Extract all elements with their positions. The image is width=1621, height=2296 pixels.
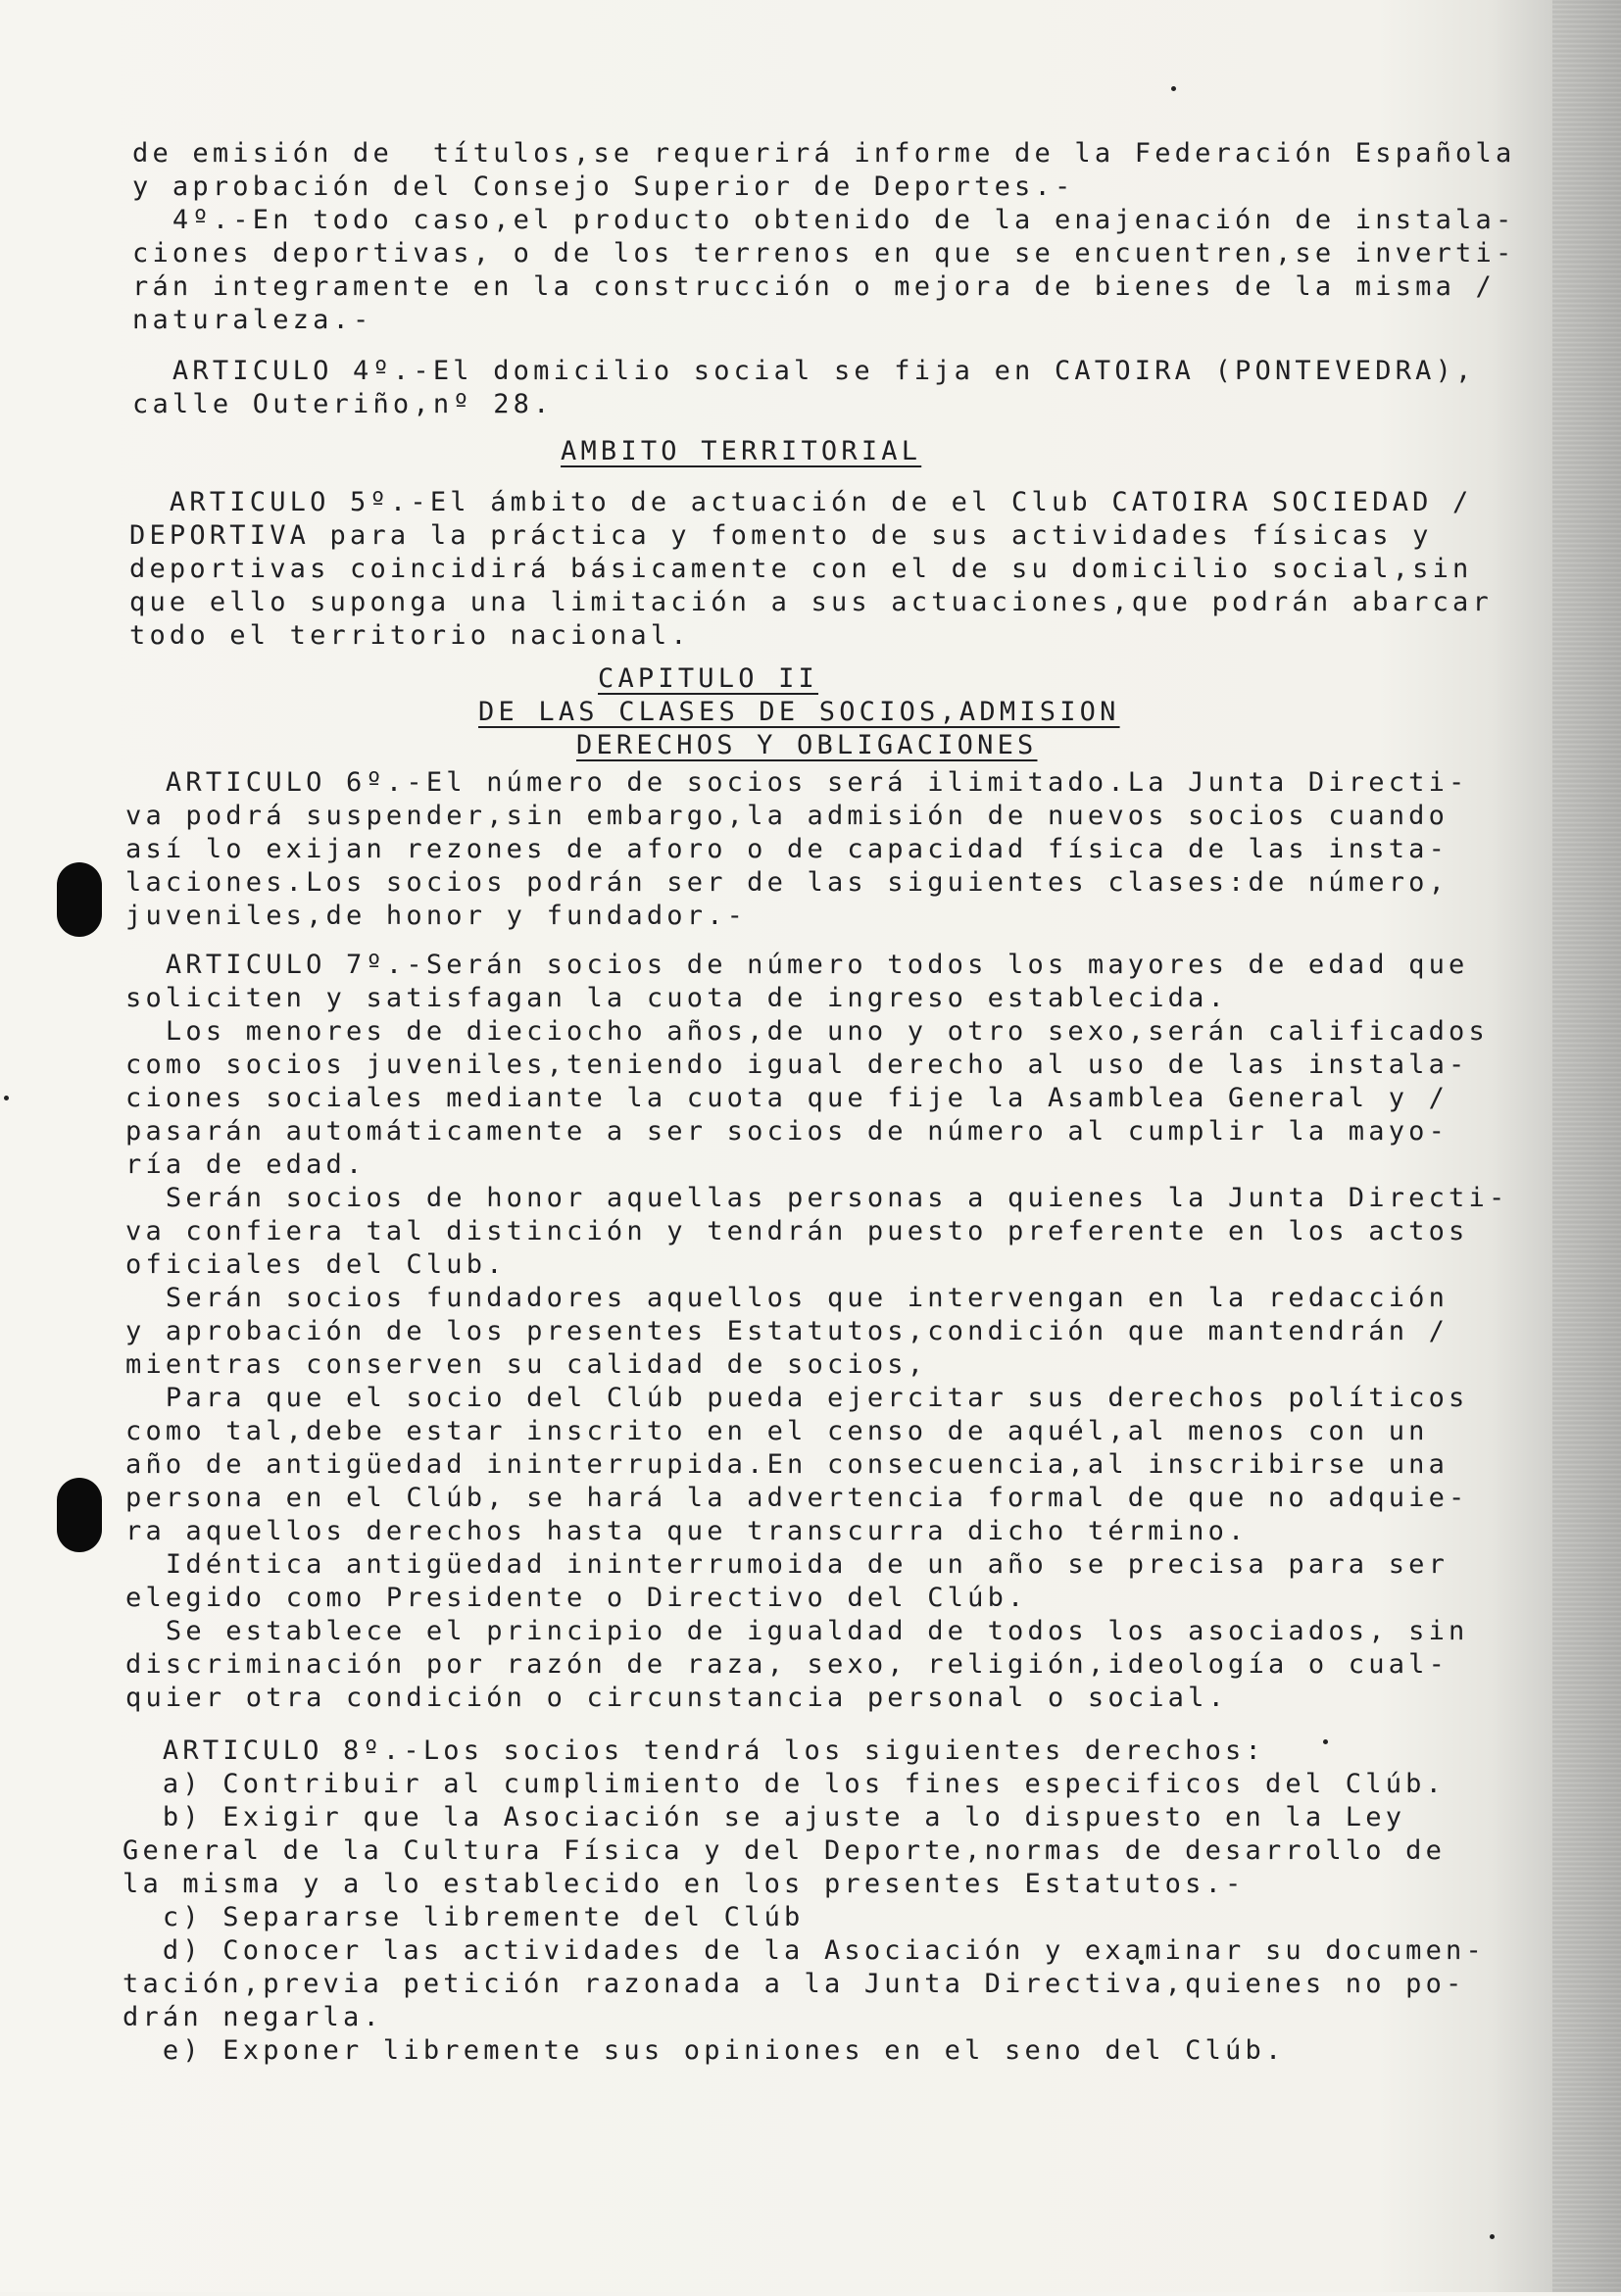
article-5-line: deportivas coincidirá básicamente con el de su domicilio social,sin — [129, 554, 1473, 584]
article-8-line: d) Conocer las actividades de la Asociación y examinar su documen- — [123, 1935, 1486, 1966]
text-line: ciones deportivas, o de los terrenos en que se encuentren,se inverti- — [132, 238, 1516, 269]
text-line: rán integramente en la construcción o mejora de bienes de la misma / — [132, 271, 1496, 302]
article-7-line: pasarán automáticamente a ser socios de número al cumplir la mayo- — [125, 1116, 1449, 1147]
article-7-line: ra aquellos derechos hasta que transcurra dicho término. — [125, 1516, 1249, 1546]
text-line: y aprobación del Consejo Superior de Deportes.- — [132, 171, 1075, 202]
article-4-line: calle Outeriño,nº 28. — [132, 389, 554, 419]
chapter-heading: CAPITULO II — [598, 663, 819, 694]
article-7-line: elegido como Presidente o Directivo del Clúb. — [125, 1583, 1028, 1613]
article-7-line: ARTICULO 7º.-Serán socios de número todos los mayores de edad que — [125, 950, 1469, 980]
article-8-line: b) Exigir que la Asociación se ajuste a lo dispuesto en la Ley — [123, 1802, 1406, 1832]
article-7-line: soliciten y satisfagan la cuota de ingreso establecida. — [125, 983, 1229, 1013]
article-7-line: va confiera tal distinción y tendrán puesto preferente en los actos — [125, 1216, 1469, 1246]
article-5-line: todo el territorio nacional. — [129, 620, 691, 651]
article-7-line: Serán socios fundadores aquellos que intervengan en la redacción — [125, 1283, 1449, 1313]
article-7-line: ciones sociales mediante la cuota que fije la Asamblea General y / — [125, 1083, 1449, 1113]
article-7-line: como tal,debe estar inscrito en el censo de aquél,al menos con un — [125, 1416, 1429, 1446]
article-7-line: mientras conserven su calidad de socios, — [125, 1349, 928, 1380]
article-7-line: Se establece el principio de igualdad de todos los asociados, sin — [125, 1616, 1469, 1646]
article-7-line: discriminación por razón de raza, sexo, religión,ideología o cual- — [125, 1649, 1449, 1680]
article-6-line: ARTICULO 6º.-El número de socios será ilimitado.La Junta Directi- — [125, 767, 1469, 798]
article-6-line: juveniles,de honor y fundador.- — [125, 901, 748, 931]
article-8-line: tación,previa petición razonada a la Junta Directiva,quienes no po- — [123, 1969, 1466, 1999]
text-line: de emisión de títulos,se requerirá informe de la Federación Española — [132, 138, 1516, 169]
article-6-line: laciones.Los socios podrán ser de las siguientes clases:de número, — [125, 867, 1449, 898]
article-7-line: y aprobación de los presentes Estatutos,condición que mantendrán / — [125, 1316, 1449, 1346]
article-7-line: Serán socios de honor aquellas personas a quienes la Junta Directi- — [125, 1183, 1509, 1213]
article-5-line: que ello suponga una limitación a sus actuaciones,que podrán abarcar — [129, 587, 1493, 617]
text-line: naturaleza.- — [132, 305, 373, 335]
article-4-line: ARTICULO 4º.-El domicilio social se fija en CATOIRA (PONTEVEDRA), — [132, 356, 1476, 386]
section-heading-ambito: AMBITO TERRITORIAL — [561, 436, 922, 466]
article-7-line: ría de edad. — [125, 1149, 367, 1180]
article-8-line: General de la Cultura Física y del Deporte,normas de desarrollo de — [123, 1835, 1447, 1866]
article-5-line: DEPORTIVA para la práctica y fomento de sus actividades físicas y — [129, 520, 1433, 551]
article-5-line: ARTICULO 5º.-El ámbito de actuación de el Club CATOIRA SOCIEDAD / — [129, 487, 1473, 517]
article-8-line: drán negarla. — [123, 2002, 383, 2032]
article-7-line: Los menores de dieciocho años,de uno y otro sexo,serán calificados — [125, 1016, 1489, 1047]
article-7-line: quier otra condición o circunstancia personal o social. — [125, 1683, 1229, 1713]
article-7-line: Idéntica antigüedad ininterrumoida de un año se precisa para ser — [125, 1549, 1449, 1580]
article-6-line: va podrá suspender,sin embargo,la admisión de nuevos socios cuando — [125, 801, 1449, 831]
article-7-line: persona en el Clúb, se hará la advertencia formal de que no adquie- — [125, 1483, 1469, 1513]
article-8-line: la misma y a lo establecido en los presentes Estatutos.- — [123, 1869, 1246, 1899]
text-line: 4º.-En todo caso,el producto obtenido de la enajenación de instala- — [132, 205, 1516, 235]
article-7-line: como socios juveniles,teniendo igual derecho al uso de las instala- — [125, 1050, 1469, 1080]
article-7-line: año de antigüedad ininterrupida.En consecuencia,al inscribirse una — [125, 1449, 1449, 1480]
article-8-line: ARTICULO 8º.-Los socios tendrá los siguientes derechos: — [123, 1735, 1265, 1766]
chapter-subheading: DE LAS CLASES DE SOCIOS,ADMISION — [478, 697, 1120, 727]
article-6-line: así lo exijan rezones de aforo o de capacidad física de las insta- — [125, 834, 1449, 864]
article-8-line: c) Separarse libremente del Clúb — [123, 1902, 805, 1932]
article-7-line: Para que el socio del Clúb pueda ejercitar sus derechos políticos — [125, 1383, 1469, 1413]
article-8-line: e) Exponer libremente sus opiniones en el seno del Clúb. — [123, 2035, 1286, 2066]
chapter-subheading: DERECHOS Y OBLIGACIONES — [576, 730, 1038, 760]
article-8-line: a) Contribuir al cumplimiento de los fines especificos del Clúb. — [123, 1769, 1447, 1799]
article-7-line: oficiales del Club. — [125, 1249, 507, 1280]
